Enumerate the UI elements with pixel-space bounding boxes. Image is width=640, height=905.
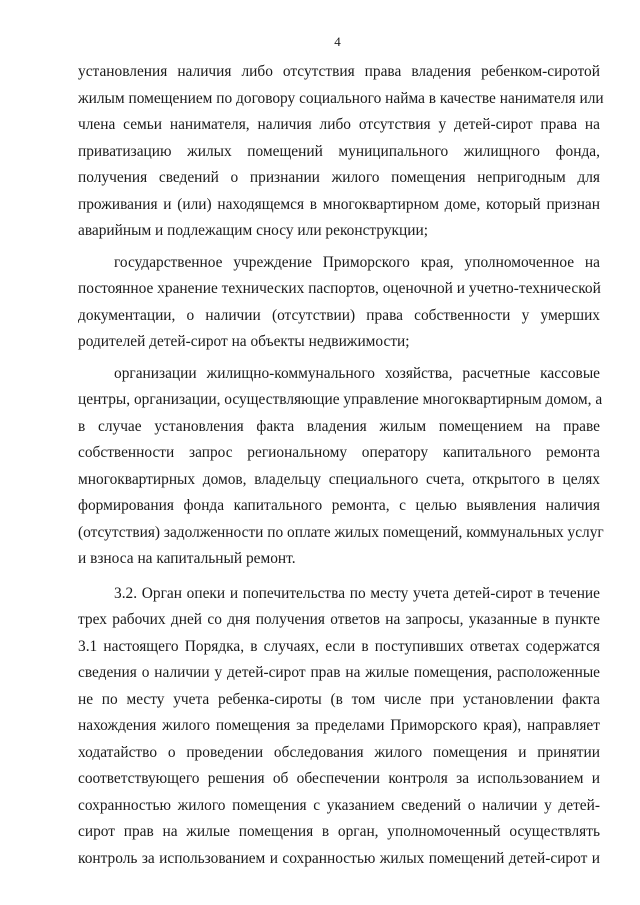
text-line: многоквартирных домов, владельцу специального счета, открытого в целях [78, 470, 600, 488]
text-line: жилым помещением по договору социального найма в качестве нанимателя или [78, 89, 604, 107]
text-line: (отсутствия) задолженности по оплате жилых помещений, коммунальных услуг [78, 523, 604, 541]
text-line: получения сведений о признании жилого помещения непригодным для [78, 169, 600, 186]
text-line: соответствующего решения об обеспечении контроля за использованием и [78, 770, 600, 787]
text-line: члена семьи нанимателя, наличия либо отсутствия у детей-сирот права на [78, 116, 600, 133]
text-line: формирования фонда капитального ремонта, с целью выявления наличия [78, 497, 600, 514]
paragraph-1 [78, 59, 604, 245]
text-line: собственности запрос региональному оператору капитального ремонта [78, 444, 600, 461]
page-number: 4 [334, 34, 341, 49]
document-body [78, 59, 604, 873]
text-line: государственное учреждение Приморского края, уполномоченное на [114, 253, 600, 271]
text-line: сведения о наличии у детей-сирот прав на жилые помещения, расположенные [78, 664, 600, 681]
text-line: центры, организации, осуществляющие управление многоквартирным домом, а [78, 391, 603, 408]
paragraph-3-2 [78, 581, 600, 873]
text-line: 3.2. Орган опеки и попечительства по месту учета детей-сирот в течение [114, 584, 600, 602]
text-line: постоянное хранение технических паспортов, оценочной и учетно-технической [78, 280, 601, 297]
text-line: сохранностью жилого помещения с указанием сведений о наличии у детей- [78, 796, 600, 814]
text-line: нахождения жилого помещения за пределами Приморского края), направляет [78, 717, 600, 734]
text-line: ходатайство о проведении обследования жилого помещения и принятии [78, 743, 600, 761]
paragraph-3 [78, 361, 604, 573]
text-line: родителей детей-сирот на объекты недвижимости; [78, 333, 410, 350]
paragraph-2 [78, 250, 600, 356]
text-line: 3.1 настоящего Порядка, в случаях, если в поступивших ответах содержатся [78, 637, 600, 655]
text-line: приватизацию жилых помещений муниципального жилищного фонда, [78, 142, 600, 160]
text-line: контроль за использованием и сохранностью жилых помещений детей-сирот и [78, 849, 600, 867]
text-line: и взноса на капитальный ремонт. [78, 550, 296, 567]
text-line: в случае установления факта владения жилым помещением на праве [78, 417, 600, 435]
text-line: проживания и (или) находящемся в многоквартирном доме, который признан [78, 195, 600, 213]
text-line: организации жилищно-коммунального хозяйства, расчетные кассовые [114, 364, 600, 382]
text-line: трех рабочих дней со дня получения ответов на запросы, указанные в пункте [78, 611, 600, 628]
text-line: сирот прав на жилые помещения в орган, уполномоченный осуществлять [78, 823, 600, 840]
text-line: установления наличия либо отсутствия права владения ребенком-сиротой [78, 63, 600, 80]
text-line: документации, о наличии (отсутствии) права собственности у умерших [78, 306, 600, 324]
text-line: не по месту учета ребенка-сироты (в том числе при установлении факта [78, 690, 600, 708]
text-line: аварийным и подлежащим сносу или реконструкции; [78, 222, 428, 239]
